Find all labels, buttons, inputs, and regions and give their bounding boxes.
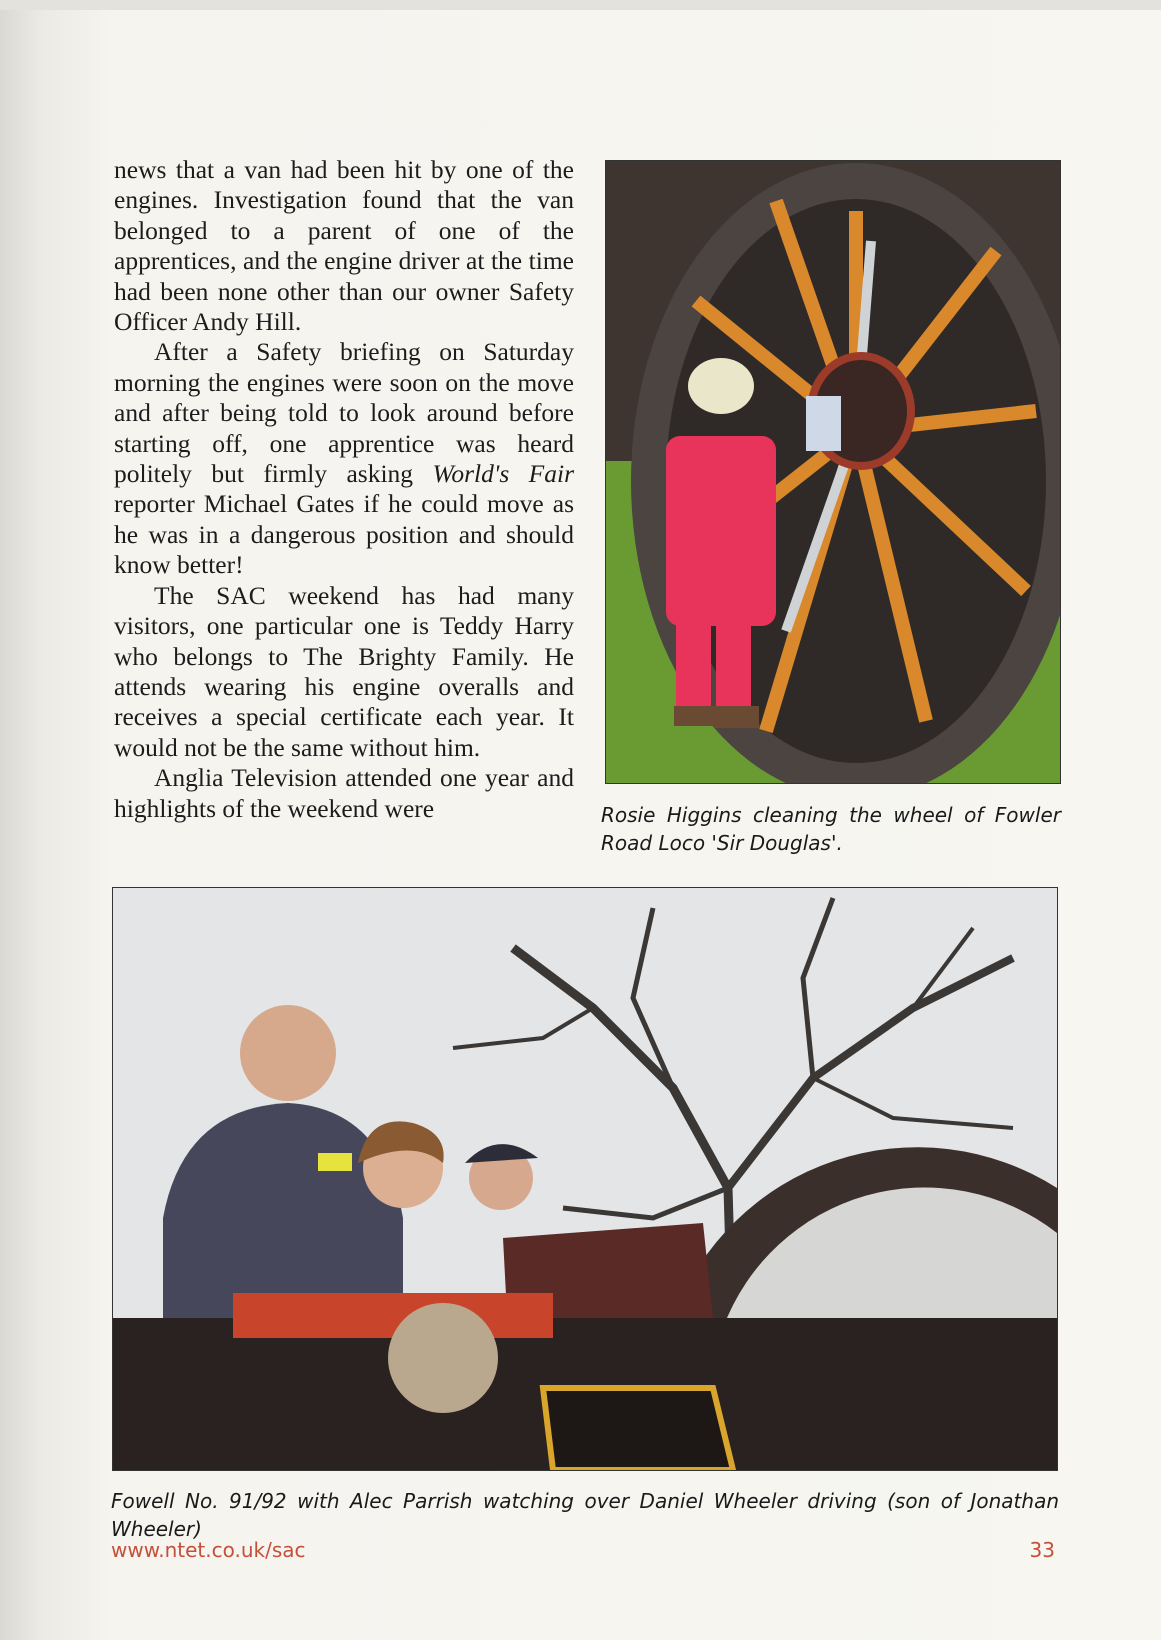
paragraph-4 — [114, 763, 574, 824]
engine-photo-illustration — [113, 888, 1057, 1470]
page-top-edge — [0, 0, 1161, 10]
engine-photo-caption: Fowell No. 91/92 with Alec Parrish watching over Daniel Wheeler driving (son of Jonathan Wheeler) — [111, 1489, 1059, 1541]
child-boot-right — [714, 706, 759, 728]
child-leg-right — [716, 621, 751, 711]
paragraph-3-text: The SAC weekend has had many visitors, one particular one is Teddy Harry who belongs to The Brighty Family. He attends wearing his engine overalls and receives a special certificate each year. It would not be the same without him. — [114, 580, 574, 762]
name-badge — [318, 1153, 352, 1171]
wheel-photo-illustration — [606, 161, 1060, 783]
child-leg-left — [676, 621, 711, 711]
engine-photo — [112, 887, 1058, 1471]
child-boot-left — [674, 706, 714, 726]
article-body — [114, 155, 574, 824]
paragraph-3 — [114, 581, 574, 763]
child-sun-hat — [688, 358, 754, 414]
paragraph-2-text-a: After a Safety briefing on Saturday morning the engines were soon on the move and after being told to look around before starting off, one apprentice was heard politely but firmly asking — [114, 337, 574, 489]
engine-lining — [543, 1388, 733, 1470]
paragraph-1 — [114, 155, 574, 337]
page-number: 33 — [1029, 1538, 1055, 1562]
paragraph-2-text-b: reporter Michael Gates if he could move as he was in a dangerous position and should know better! — [114, 489, 574, 580]
footer-url[interactable]: www.ntet.co.uk/sac — [111, 1538, 306, 1562]
paragraph-4-text: Anglia Television attended one year and highlights of the weekend were — [114, 763, 574, 823]
engine-controls — [233, 1293, 553, 1338]
man-head — [240, 1005, 336, 1101]
paragraph-2 — [114, 337, 574, 580]
paragraph-1-text: news that a van had been hit by one of the engines. Investigation found that the van belonged to a parent of one of the apprentices, and the engine driver at the time had been none other than our owner Safety Officer Andy Hill. — [114, 155, 574, 337]
wheel-photo — [605, 160, 1061, 784]
wheel-photo-caption: Rosie Higgins cleaning the wheel of Fowler Road Loco 'Sir Douglas'. — [601, 803, 1061, 855]
publication-title: World's Fair — [432, 459, 575, 489]
cleaning-cloth — [806, 396, 841, 451]
child-red-overalls — [666, 436, 776, 626]
governor-pulley — [388, 1303, 498, 1413]
